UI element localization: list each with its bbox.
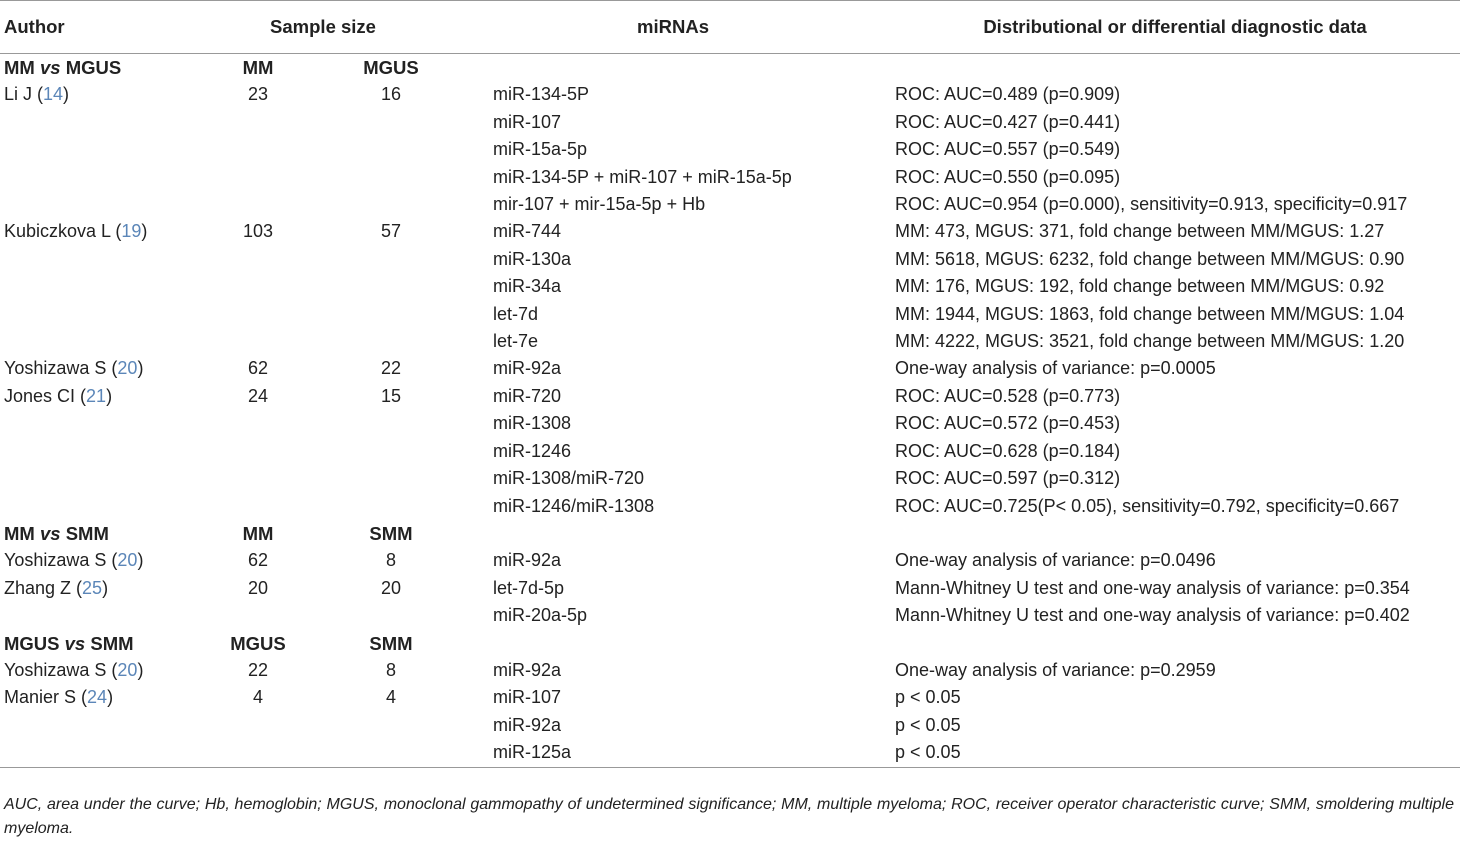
mirna-cell: miR-92a (493, 659, 562, 680)
mirna-cell: let-7e (493, 331, 539, 352)
reference-link[interactable]: 20 (117, 358, 138, 379)
author-close-paren: ) (107, 687, 114, 708)
section-label (0, 630, 190, 657)
table-row (0, 438, 1460, 465)
author-cell (0, 657, 190, 684)
reference-link[interactable]: 14 (43, 84, 64, 105)
section-label-group-b: SMM (65, 522, 109, 544)
section-label-vs: vs (39, 522, 61, 544)
section-sample-col-1: MGUS (230, 632, 286, 654)
section-empty-cell (456, 54, 890, 82)
sample-size-2: 8 (386, 659, 397, 680)
diagnostic-data-cell: MM: 473, MGUS: 371, fold change between MM/MGUS: 1.27 (895, 221, 1385, 242)
sample-size-2 (326, 246, 456, 273)
author-cell (0, 602, 190, 629)
author-close-paren: ) (106, 385, 113, 406)
section-label (0, 520, 190, 547)
reference-link[interactable]: 19 (121, 221, 142, 242)
mirna-cell: let-7d-5p (493, 577, 565, 598)
sample-size-1 (190, 164, 326, 191)
diagnostic-data-cell: ROC: AUC=0.528 (p=0.773) (895, 385, 1121, 406)
author-name: Manier S ( (4, 687, 88, 708)
mirna-cell: miR-20a-5p (493, 605, 588, 626)
author-close-paren: ) (141, 221, 148, 242)
sample-size-1 (190, 301, 326, 328)
author-close-paren: ) (137, 550, 144, 571)
reference-link[interactable]: 25 (82, 577, 103, 598)
table-row (0, 273, 1460, 300)
sample-size-1 (190, 246, 326, 273)
author-close-paren: ) (137, 358, 144, 379)
mirna-cell: miR-92a (493, 550, 562, 571)
sample-size-1 (190, 328, 326, 355)
mirna-cell: miR-134-5P (493, 84, 590, 105)
author-cell (0, 465, 190, 492)
mirna-cell: miR-125a (456, 739, 890, 767)
sample-size-1 (190, 493, 326, 520)
table-row (0, 684, 1460, 711)
author-cell (0, 410, 190, 437)
sample-size-2 (326, 136, 456, 163)
reference-link[interactable]: 20 (117, 550, 138, 571)
diagnostic-data-cell: ROC: AUC=0.597 (p=0.312) (895, 468, 1121, 489)
section-sample-col-2: MGUS (363, 57, 419, 78)
table-row (0, 355, 1460, 382)
table-row (0, 218, 1460, 245)
sample-size-1 (190, 739, 326, 767)
author-cell (0, 328, 190, 355)
section-empty-cell (456, 630, 890, 657)
sample-size-2: 22 (380, 358, 402, 379)
diagnostic-data-cell: MM: 176, MGUS: 192, fold change between MM/MGUS: 0.92 (895, 276, 1385, 297)
diagnostic-data-cell: ROC: AUC=0.628 (p=0.184) (895, 440, 1121, 461)
author-name: Yoshizawa S ( (4, 358, 118, 379)
diagnostic-data-cell: ROC: AUC=0.489 (p=0.909) (895, 84, 1121, 105)
sample-size-1 (190, 273, 326, 300)
diagnostic-data-cell: ROC: AUC=0.427 (p=0.441) (895, 111, 1121, 132)
table-footnote: AUC, area under the curve; Hb, hemoglobin; MGUS, monoclonal gammopathy of undetermined significance; MM, multiple myeloma; ROC, receiver operator characteristic curve; SMM, smoldering multiple myeloma. (4, 796, 1454, 837)
sample-size-2 (326, 273, 456, 300)
sample-size-2 (326, 438, 456, 465)
author-cell (0, 547, 190, 574)
section-sample-col-1: MM (242, 57, 274, 78)
table-row (0, 493, 1460, 520)
sample-size-1: 23 (247, 84, 269, 105)
section-sample-col-1: MM (242, 522, 274, 544)
mirna-cell: miR-134-5P + miR-107 + miR-15a-5p (493, 166, 792, 187)
table-row (0, 328, 1460, 355)
section-header-row (0, 520, 1460, 547)
sample-size-1: 22 (247, 659, 269, 680)
reference-link[interactable]: 20 (117, 659, 138, 680)
sample-size-1 (190, 136, 326, 163)
table-row (0, 81, 1460, 108)
sample-size-1 (190, 602, 326, 629)
sample-size-2: 15 (380, 385, 402, 406)
sample-size-2 (326, 739, 456, 767)
author-cell (0, 493, 190, 520)
diagnostic-data-cell: One-way analysis of variance: p=0.0005 (895, 358, 1216, 379)
section-sample-col-2: SMM (369, 632, 413, 654)
table-row (0, 465, 1460, 492)
table-row (0, 246, 1460, 273)
section-label-group-a: MM (4, 57, 35, 78)
mirna-cell: miR-34a (493, 276, 562, 297)
mirna-cell: miR-1246 (493, 440, 572, 461)
diagnostic-data-cell: ROC: AUC=0.550 (p=0.095) (895, 166, 1121, 187)
table-row (0, 191, 1460, 218)
author-cell (0, 136, 190, 163)
mirna-cell: miR-744 (493, 221, 562, 242)
diagnostic-data-cell: MM: 1944, MGUS: 1863, fold change between MM/MGUS: 1.04 (895, 303, 1405, 324)
table-row (0, 575, 1460, 602)
author-close-paren: ) (102, 577, 109, 598)
author-name: Zhang Z ( (4, 577, 83, 598)
author-cell (0, 712, 190, 739)
table-row (0, 410, 1460, 437)
diagnostic-data-cell: p < 0.05 (895, 714, 961, 735)
sample-size-2: 4 (386, 687, 397, 708)
sample-size-1 (190, 109, 326, 136)
mirna-cell: miR-107 (493, 111, 562, 132)
table-row (0, 547, 1460, 574)
diagnostic-data-cell: p < 0.05 (895, 687, 961, 708)
section-label-group-b: MGUS (65, 57, 122, 78)
section-sample-col-2: SMM (369, 522, 413, 544)
section-label-vs: vs (64, 632, 86, 654)
diagnostic-data-cell: ROC: AUC=0.725(P< 0.05), sensitivity=0.792, specificity=0.667 (895, 495, 1400, 516)
section-label-vs: vs (39, 57, 61, 78)
sample-size-1: 62 (247, 550, 269, 571)
mirna-cell: miR-15a-5p (493, 139, 588, 160)
sample-size-1: 103 (242, 221, 274, 242)
author-cell (0, 246, 190, 273)
diagnostic-data-cell: One-way analysis of variance: p=0.2959 (895, 659, 1216, 680)
section-empty-cell (890, 54, 1460, 82)
mirna-cell: miR-1308 (493, 413, 572, 434)
sample-size-2 (326, 328, 456, 355)
author-name: Yoshizawa S ( (4, 659, 118, 680)
diagnostic-data-cell: p < 0.05 (890, 739, 1460, 767)
table-row (0, 657, 1460, 684)
section-empty-cell (890, 520, 1460, 547)
sample-size-2: 57 (380, 221, 402, 242)
author-close-paren: ) (63, 84, 70, 105)
author-cell (0, 191, 190, 218)
table-row (0, 383, 1460, 410)
table-row (0, 301, 1460, 328)
section-empty-cell (890, 630, 1460, 657)
sample-size-1 (190, 712, 326, 739)
diagnostic-data-cell: ROC: AUC=0.557 (p=0.549) (895, 139, 1121, 160)
sample-size-1: 62 (247, 358, 269, 379)
author-cell (0, 575, 190, 602)
author-cell (0, 273, 190, 300)
header-author: Author (0, 1, 190, 54)
section-label-group-b: SMM (90, 632, 134, 654)
sample-size-1: 20 (247, 577, 269, 598)
mirna-cell: miR-1246/miR-1308 (493, 495, 655, 516)
header-sample-size: Sample size (190, 1, 456, 54)
author-name: Jones CI ( (4, 385, 87, 406)
sample-size-1: 4 (252, 687, 263, 708)
section-label-group-a: MGUS (4, 632, 60, 654)
diagnostic-data-cell: Mann-Whitney U test and one-way analysis of variance: p=0.354 (895, 577, 1410, 598)
author-close-paren: ) (137, 659, 144, 680)
sample-size-2 (326, 191, 456, 218)
author-name: Kubiczkova L ( (4, 221, 122, 242)
mirna-cell: miR-107 (493, 687, 562, 708)
table-row (0, 136, 1460, 163)
author-name: Yoshizawa S ( (4, 550, 118, 571)
diagnostic-data-cell: MM: 4222, MGUS: 3521, fold change between MM/MGUS: 1.20 (895, 331, 1405, 352)
sample-size-2 (326, 164, 456, 191)
sample-size-2 (326, 109, 456, 136)
sample-size-2 (326, 465, 456, 492)
author-cell (0, 218, 190, 245)
sample-size-2 (326, 301, 456, 328)
sample-size-1 (190, 191, 326, 218)
author-cell (0, 301, 190, 328)
section-empty-cell (456, 520, 890, 547)
mirna-cell: miR-1308/miR-720 (493, 468, 645, 489)
author-cell (0, 81, 190, 108)
table-row (0, 739, 1460, 767)
sample-size-1 (190, 410, 326, 437)
table-row (0, 602, 1460, 629)
author-cell (0, 355, 190, 382)
table-header (0, 1, 1460, 54)
sample-size-1 (190, 465, 326, 492)
section-header-row (0, 54, 1460, 82)
section-label (0, 54, 190, 82)
sample-size-2: 8 (386, 550, 397, 571)
section-header-row (0, 630, 1460, 657)
mirna-cell: miR-720 (493, 385, 562, 406)
diagnostic-data-cell: MM: 5618, MGUS: 6232, fold change between MM/MGUS: 0.90 (895, 248, 1405, 269)
author-cell (0, 739, 190, 767)
sample-size-2: 20 (380, 577, 402, 598)
sample-size-2 (326, 410, 456, 437)
reference-link[interactable]: 24 (87, 687, 108, 708)
diagnostic-data-cell: Mann-Whitney U test and one-way analysis of variance: p=0.402 (895, 605, 1410, 626)
table-row (0, 164, 1460, 191)
table-body (0, 54, 1460, 768)
header-diagnostic-data: Distributional or differential diagnostic data (890, 1, 1460, 54)
author-cell (0, 684, 190, 711)
section-label-group-a: MM (4, 522, 35, 544)
diagnostic-data-cell: One-way analysis of variance: p=0.0496 (895, 550, 1216, 571)
table-row (0, 109, 1460, 136)
reference-link[interactable]: 21 (86, 385, 107, 406)
mirna-cell: miR-92a (493, 714, 562, 735)
author-cell (0, 383, 190, 410)
mirna-cell: mir-107 + mir-15a-5p + Hb (493, 194, 706, 215)
sample-size-2 (326, 493, 456, 520)
mirna-cell: let-7d (493, 303, 539, 324)
sample-size-2: 16 (380, 84, 402, 105)
author-cell (0, 109, 190, 136)
diagnostic-data-cell: ROC: AUC=0.954 (p=0.000), sensitivity=0.913, specificity=0.917 (895, 194, 1408, 215)
mirna-cell: miR-92a (493, 358, 562, 379)
diagnostic-data-cell: ROC: AUC=0.572 (p=0.453) (895, 413, 1121, 434)
sample-size-2 (326, 602, 456, 629)
table-row (0, 712, 1460, 739)
sample-size-1 (190, 438, 326, 465)
header-mirnas: miRNAs (456, 1, 890, 54)
sample-size-1: 24 (247, 385, 269, 406)
author-cell (0, 164, 190, 191)
author-name: Li J ( (4, 84, 44, 105)
header-row (0, 1, 1460, 54)
author-cell (0, 438, 190, 465)
mirna-cell: miR-130a (493, 248, 572, 269)
sample-size-2 (326, 712, 456, 739)
